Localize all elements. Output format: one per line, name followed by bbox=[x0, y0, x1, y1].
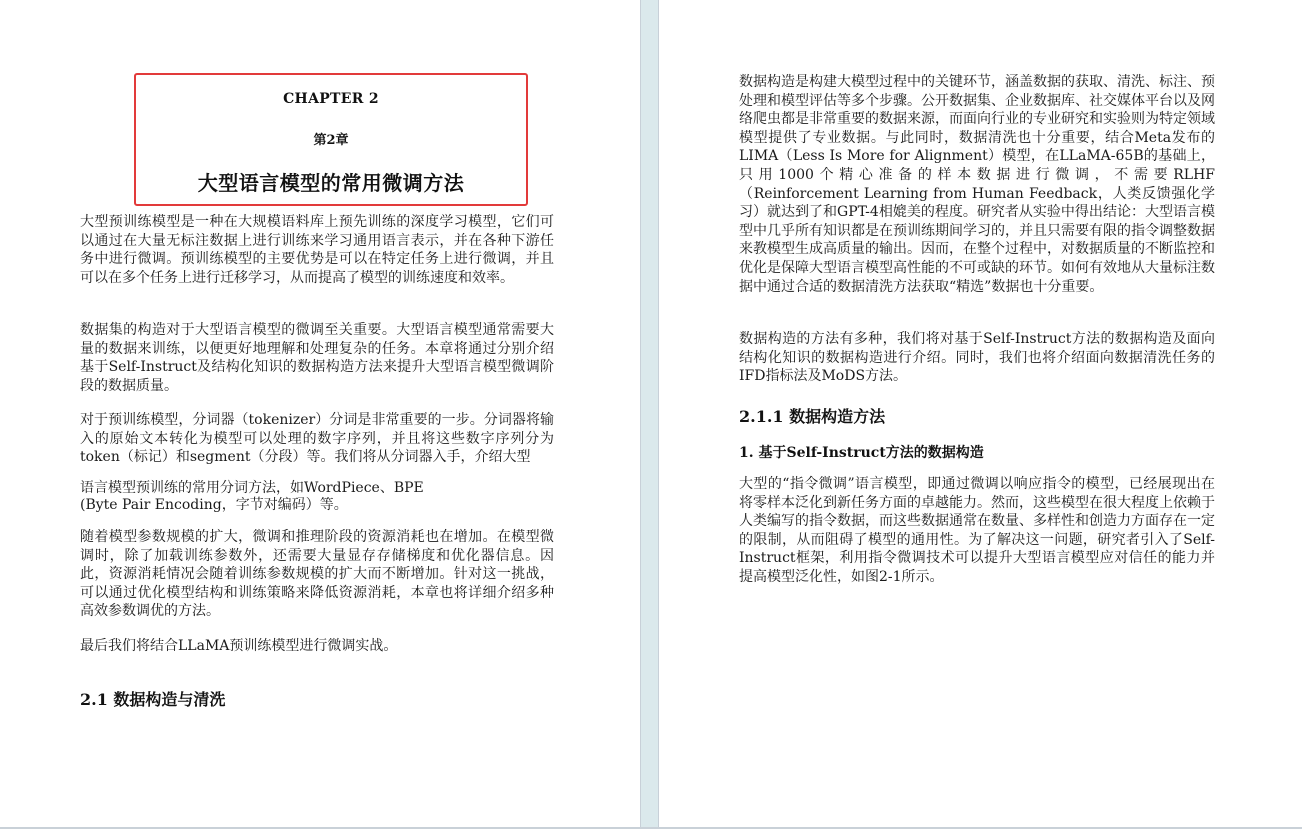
chapter-label-en: CHAPTER 2 bbox=[283, 91, 379, 107]
subsection-heading: 2.1.1 数据构造方法 bbox=[739, 407, 886, 426]
paragraph-tokenizer: 对于预训练模型，分词器（tokenizer）分词是非常重要的一步。分词器将输入的原始文本转化为模型可以处理的数字序列，并且将这些数字序列分为token（标记）和segment（分段）等。我们将从分词器入手，介绍大型 bbox=[80, 412, 554, 466]
paragraph-intro: 大型预训练模型是一种在大规模语料库上预先训练的深度学习模型，它们可以通过在大量无标注数据上进行训练来学习通用语言表示，并在各种下游任务中进行微调。预训练模型的主要优势是可以在特定任务上进行微调，并且可以在多个任务上进行迁移学习，从而提高了模型的训练速度和效率。 bbox=[80, 214, 554, 286]
left-page bbox=[0, 0, 641, 829]
paragraph-tokenizer-methods: 语言模型预训练的常用分词方法，如WordPiece、BPE bbox=[80, 480, 424, 496]
paragraph-methods-overview: 数据构造的方法有多种，我们将对基于Self-Instruct方法的数据构造及面向结构化知识的数据构造进行介绍。同时，我们也将介绍面向数据清洗任务的IFD指标法及MoDS方法。 bbox=[739, 331, 1215, 385]
section-heading: 2.1 数据构造与清洗 bbox=[80, 690, 226, 709]
subsubsection-heading: 1. 基于Self-Instruct方法的数据构造 bbox=[739, 445, 984, 461]
paragraph-dataset: 数据集的构造对于大型语言模型的微调至关重要。大型语言模型通常需要大量的数据来训练，以便更好地理解和处理复杂的任务。本章将通过分别介绍基于Self-Instruct及结构化知识的数据构造方法来提升大型语言模型微调阶段的数据质量。 bbox=[80, 322, 554, 394]
paragraph-llama: 最后我们将结合LLaMA预训练模型进行微调实战。 bbox=[80, 638, 398, 654]
paragraph-data-construction: 数据构造是构建大模型过程中的关键环节，涵盖数据的获取、清洗、标注、预处理和模型评估等多个步骤。公开数据集、企业数据库、社交媒体平台以及网络爬虫都是非常重要的数据来源，而面向行业的专业研究和实验则为特定领域模型提供了专业数据。与此同时，数据清洗也十分重要，结合Meta发布的LIMA（Less Is More for Alignment）模型，在LLaMA-65B的基础上，只用1000个精心准备的样本数据进行微调，不需要RLHF（Reinforcement Learning from Human Feedback，人类反馈强化学习）就达到了和GPT-4相媲美的程度。研究者从实验中得出结论：大型语言模型中几乎所有知识都是在预训练期间学习的，并且只需要有限的指令调整数据来教模型生成高质量的输出。因而，在整个过程中，对数据质量的不断监控和优化是保障大型语言模型高性能的不可或缺的环节。如何有效地从大量标注数据中通过合适的数据清洗方法获取“精选”数据也十分重要。 bbox=[739, 74, 1215, 295]
page-gutter bbox=[641, 0, 658, 829]
chapter-title: 大型语言模型的常用微调方法 bbox=[197, 171, 465, 195]
chapter-header-highlight bbox=[134, 73, 528, 206]
paragraph-resources: 随着模型参数规模的扩大，微调和推理阶段的资源消耗也在增加。在模型微调时，除了加载训练参数外，还需要大量显存存储梯度和优化器信息。因此，资源消耗情况会随着训练参数规模的扩大而不断增加。针对这一挑战，可以通过优化模型结构和训练策略来降低资源消耗，本章也将详细介绍多种高效参数调优的方法。 bbox=[80, 529, 554, 620]
paragraph-tokenizer-bpe: (Byte Pair Encoding，字节对编码）等。 bbox=[80, 497, 348, 513]
paragraph-self-instruct: 大型的“指令微调”语言模型，即通过微调以响应指令的模型，已经展现出在将零样本泛化到新任务方面的卓越能力。然而，这些模型在很大程度上依赖于人类编写的指令数据，而这些数据通常在数量、多样性和创造力方面存在一定的限制，从而阻碍了模型的通用性。为了解决这一问题，研究者引入了Self-Instruct框架，利用指令微调技术可以提升大型语言模型应对信任的能力并提高模型泛化性，如图2-1所示。 bbox=[739, 476, 1215, 585]
chapter-label-zh: 第2章 bbox=[313, 133, 349, 148]
right-page bbox=[658, 0, 1302, 829]
